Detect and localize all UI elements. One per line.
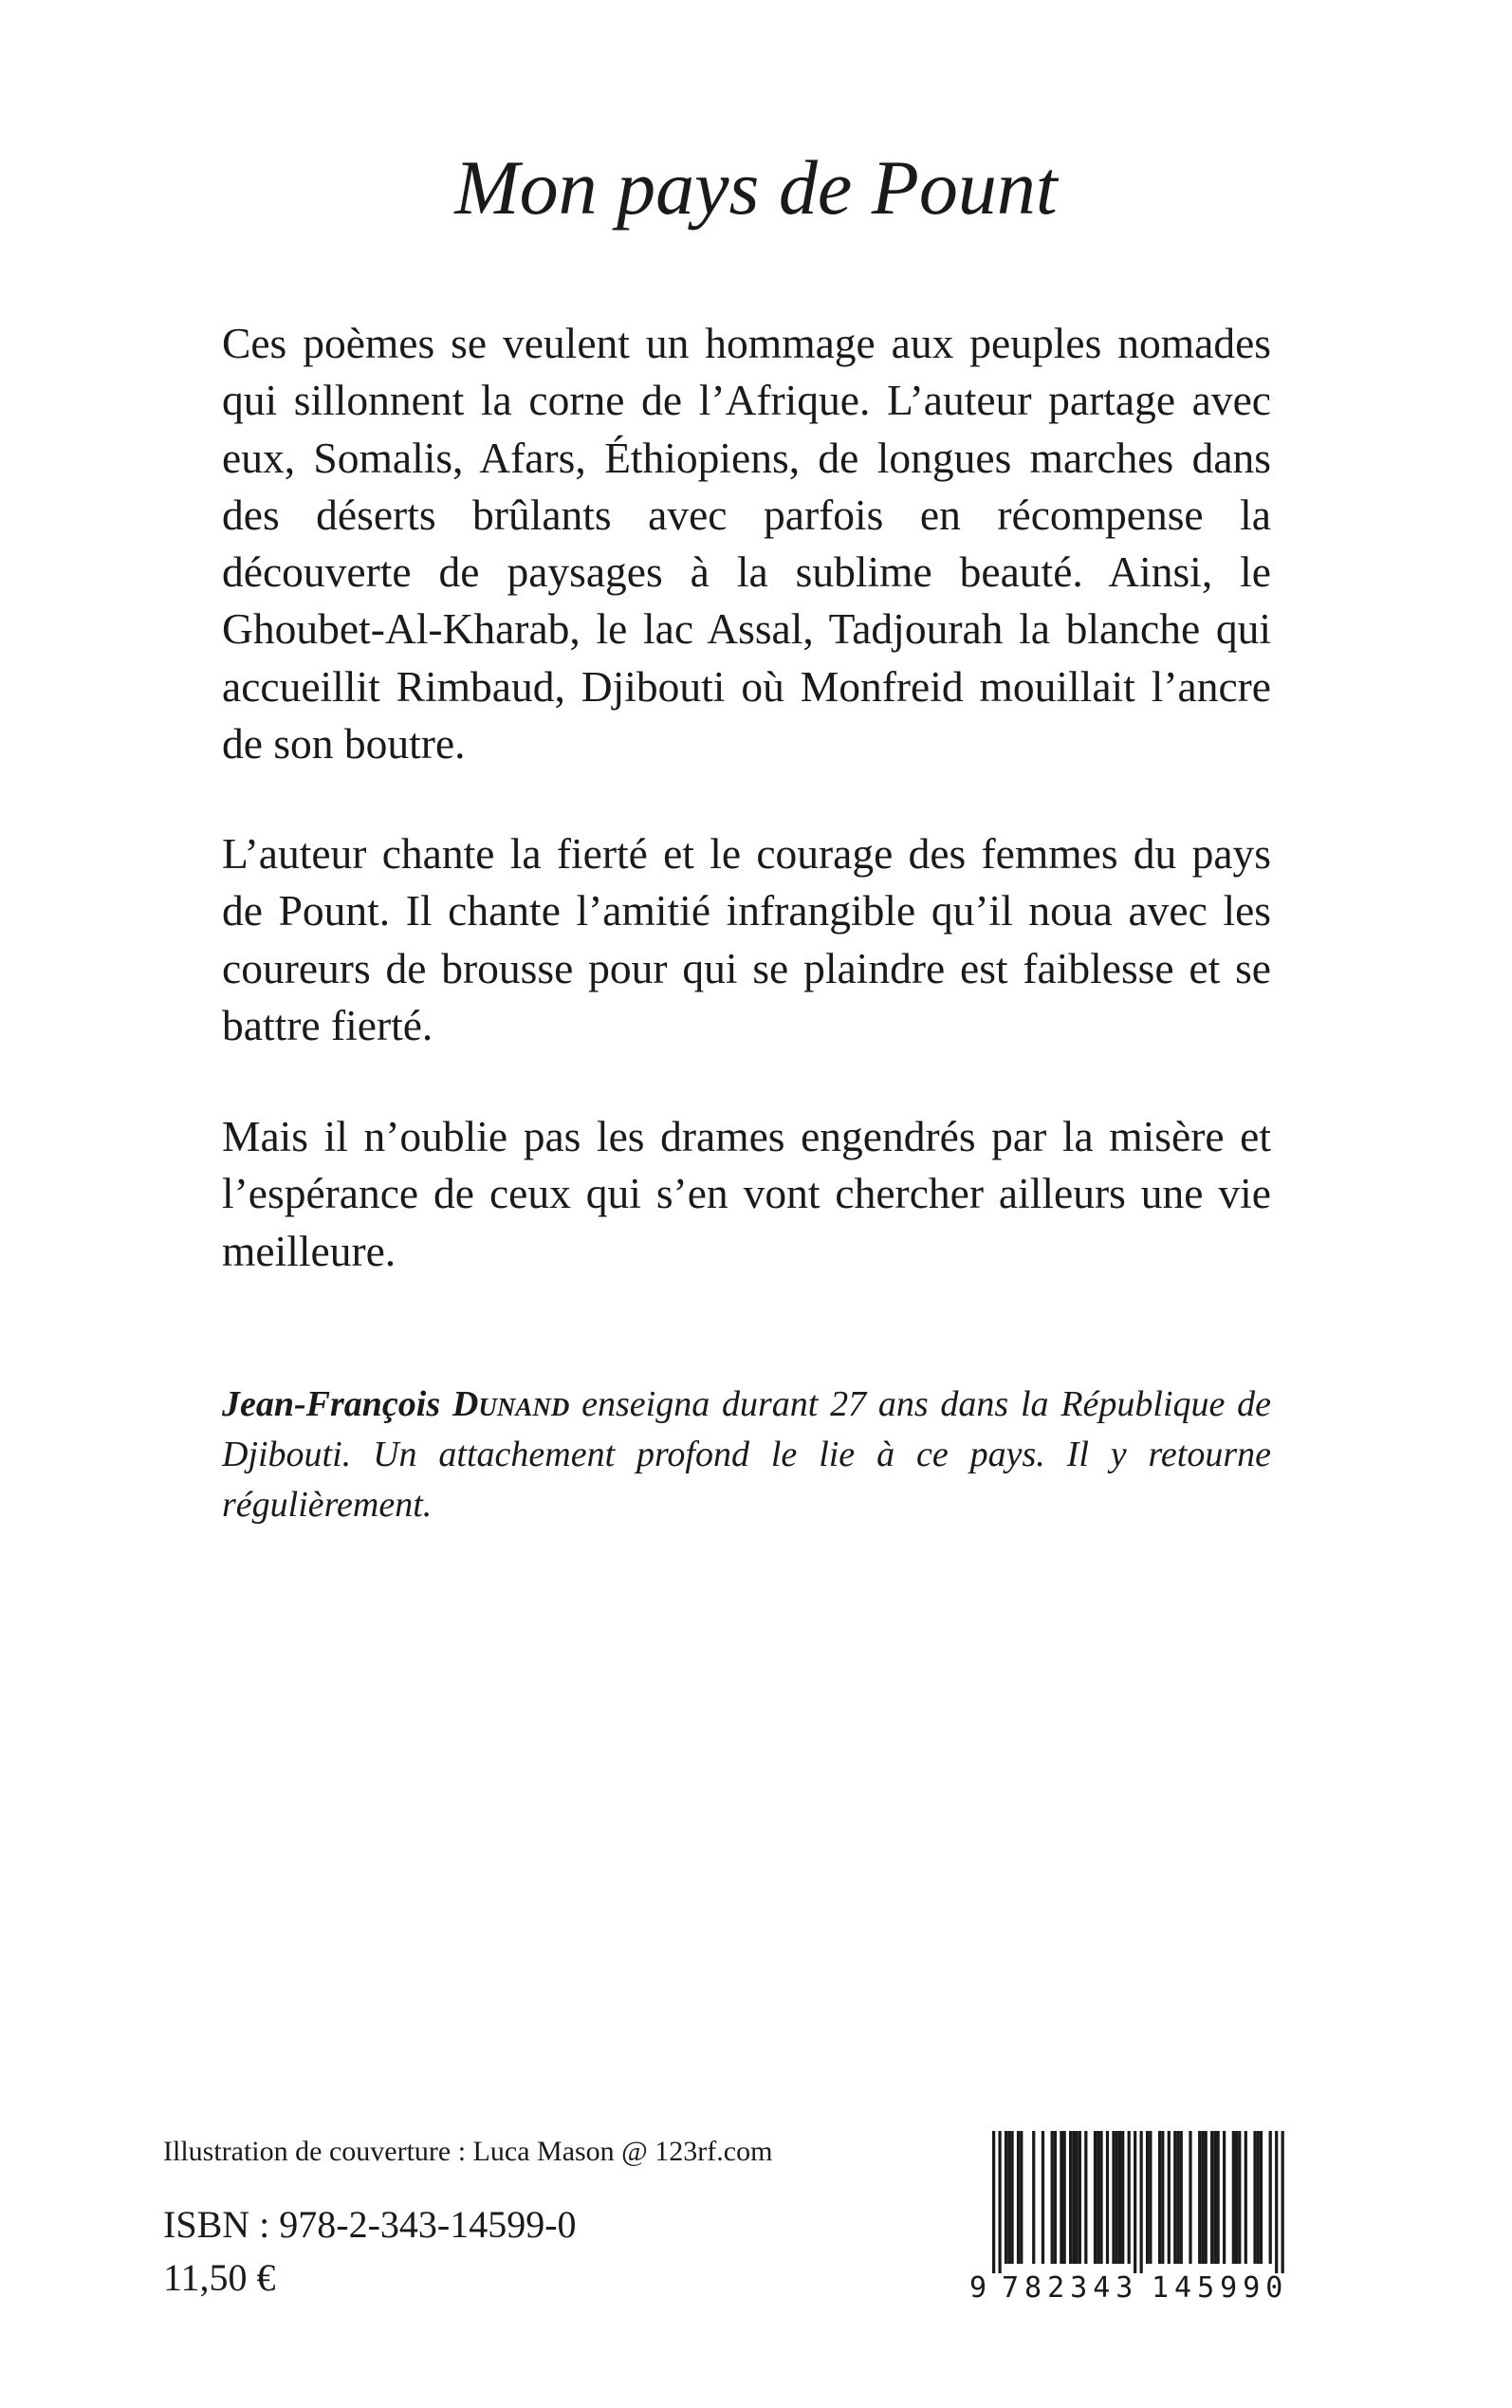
barcode-bar [1176, 2131, 1179, 2264]
price: 11,50 € [163, 2256, 276, 2299]
barcode-bar [1149, 2131, 1152, 2264]
isbn-barcode [969, 2131, 1298, 2306]
barcode-bar [1079, 2131, 1081, 2264]
barcode-bar [1282, 2131, 1284, 2273]
barcode-bar [1161, 2131, 1164, 2264]
barcode-bar [1205, 2131, 1208, 2264]
book-title: Mon pays de Pount [454, 144, 1058, 231]
description-paragraph-1: Ces poèmes se veulent un hommage aux peuples nomades qui sillonnent la corne de l’Afrique. L’auteur partage avec eux, Somalis, Afars, Éthiopiens, de longues marches dans des déserts brûlants avec parfois en récompense la découverte de paysages à la sublime beauté. Ainsi, le Ghoubet-Al-Kharab, le lac Assal, Tadjourah la blanche qui accueillit Rimbaud, Djibouti où Monfreid mouillait l’ancre de son boutre. [222, 319, 1271, 769]
barcode-bar [1010, 2131, 1013, 2264]
barcode-bar [1094, 2131, 1097, 2264]
barcode-bar [1075, 2131, 1078, 2264]
barcode-bar [1042, 2131, 1044, 2264]
description-paragraph-3: Mais il n’oublie pas les drames engendrés par la misère et l’espérance de ceux qui s’en vont chercher ailleurs une vie meilleure. [222, 1112, 1271, 1275]
author-bio [222, 1380, 1271, 1530]
barcode-digits [969, 2271, 1298, 2306]
barcode-bar [1257, 2131, 1260, 2264]
barcode-bar [1106, 2131, 1109, 2264]
illustration-credit: Illustration de couverture : Luca Mason @ 123rf.com [163, 2136, 773, 2167]
barcode-bar [1005, 2131, 1007, 2264]
barcode-bar [1017, 2131, 1020, 2264]
barcode-right-group: 145990 [1152, 2271, 1289, 2305]
barcode-bar [998, 2131, 1001, 2273]
barcode-bar [1134, 2131, 1136, 2273]
barcode-bars [969, 2131, 1298, 2273]
barcode-bar [1099, 2131, 1102, 2264]
barcode-bar [1140, 2131, 1143, 2273]
author-first-name: Jean-François [222, 1384, 441, 1424]
barcode-bar [1020, 2131, 1023, 2264]
barcode-bar [1201, 2131, 1204, 2264]
barcode-bar [1210, 2131, 1213, 2264]
barcode-bar [1260, 2131, 1263, 2264]
barcode-bar [1072, 2131, 1075, 2264]
barcode-bar [1116, 2131, 1118, 2264]
barcode-bar [1097, 2131, 1099, 2264]
barcode-bar [1173, 2131, 1176, 2264]
barcode-bar [1168, 2131, 1171, 2264]
barcode-bar [1223, 2131, 1226, 2264]
barcode-bar [1269, 2131, 1272, 2264]
barcode-bar [1275, 2131, 1278, 2273]
barcode-bar [1121, 2131, 1124, 2264]
description-paragraph-2: L’auteur chante la fierté et le courage des femmes du pays de Pount. Il chante l’amitié infrangible qu’il noua avec les coureurs de brousse pour qui se plaindre est faiblesse et se battre fierté. [222, 829, 1271, 1049]
barcode-bar [1158, 2131, 1161, 2264]
barcode-bar [1118, 2131, 1121, 2264]
barcode-bar [1253, 2131, 1256, 2264]
barcode-first-digit: 9 [969, 2271, 987, 2305]
barcode-bar [1063, 2131, 1066, 2264]
barcode-bar [1051, 2131, 1054, 2264]
barcode-bar [1054, 2131, 1057, 2264]
barcode-bar [1217, 2131, 1220, 2264]
barcode-bar [1245, 2131, 1247, 2264]
barcode-bar [1112, 2131, 1115, 2264]
barcode-left-group: 782343 [1002, 2271, 1139, 2305]
barcode-bar [1232, 2131, 1235, 2264]
barcode-bar [1060, 2131, 1062, 2264]
barcode-bar [1198, 2131, 1201, 2264]
barcode-bar [1128, 2131, 1131, 2264]
barcode-bar [1084, 2131, 1087, 2264]
isbn: ISBN : 978-2-343-14599-0 [163, 2203, 577, 2246]
author-bio-text: enseigna durant 27 ans dans la République de Djibouti. Un attachement profond le lie à ce pays. Il y retourne régulièrement. [222, 1384, 1272, 1525]
barcode-bar [992, 2131, 995, 2273]
barcode-bar [1146, 2131, 1149, 2264]
barcode-bar [1032, 2131, 1035, 2264]
barcode-bar [1007, 2131, 1010, 2264]
author-surname: Dunand [452, 1384, 570, 1424]
barcode-bar [1069, 2131, 1072, 2264]
barcode-bar [1189, 2131, 1191, 2264]
barcode-bar [1235, 2131, 1238, 2264]
barcode-bar [1180, 2131, 1183, 2264]
barcode-bar [1238, 2131, 1241, 2264]
barcode-bar [1213, 2131, 1216, 2264]
